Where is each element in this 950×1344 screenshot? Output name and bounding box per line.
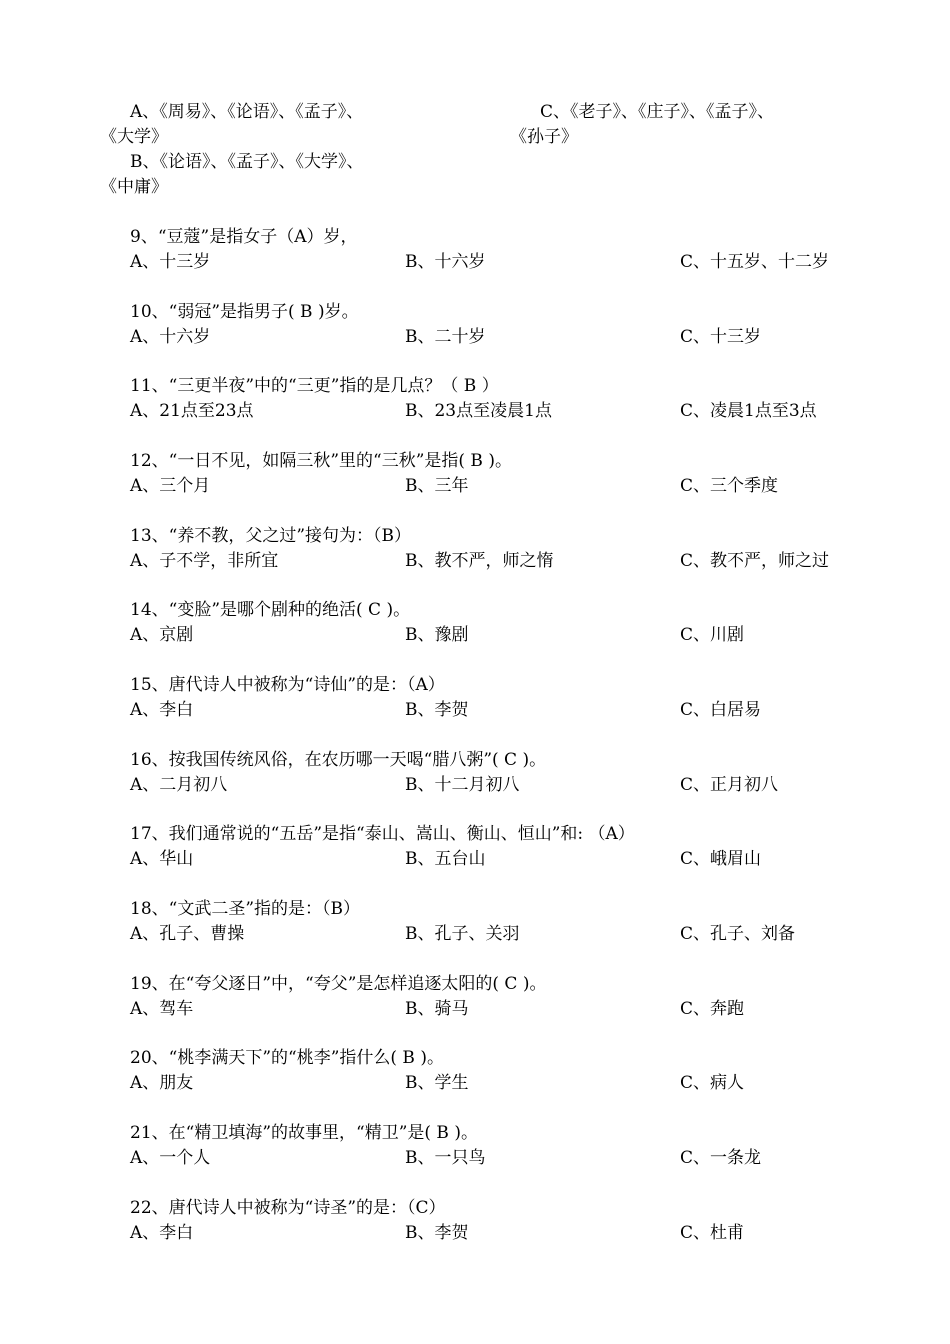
q8-option-a-line2: 《大学》 [100,127,168,147]
question-19-option-a: A、驾车 [130,999,194,1019]
question-10-option-a: A、十六岁 [130,327,211,347]
question-22-option-a: A、李白 [130,1223,194,1243]
question-15-option-c: C、白居易 [680,700,762,720]
question-12-option-c: C、三个季度 [680,476,779,496]
question-21-option-b: B、一只鸟 [405,1148,486,1168]
question-10: 10、“弱冠”是指男子( B )岁。 [130,302,359,322]
question-21-option-c: C、一条龙 [680,1148,762,1168]
question-13-option-c: C、教不严，师之过 [680,551,830,571]
question-12: 12、“一日不见，如隔三秋”里的“三秋”是指( B )。 [130,451,512,471]
question-22-option-b: B、李贺 [405,1223,469,1243]
question-21-option-a: A、一个人 [130,1148,211,1168]
question-18: 18、“文武二圣”指的是：（B） [130,899,361,919]
question-10-option-b: B、二十岁 [405,327,486,347]
question-18-option-b: B、孔子、关羽 [405,924,520,944]
question-13: 13、“养不教，父之过”接句为：（B） [130,526,412,546]
question-11: 11、“三更半夜”中的“三更”指的是几点？（ B ） [130,376,499,396]
question-17-option-c: C、峨眉山 [680,849,762,869]
question-14-option-c: C、川剧 [680,625,745,645]
question-14-option-a: A、京剧 [130,625,194,645]
question-22: 22、唐代诗人中被称为“诗圣”的是：（C） [130,1198,446,1218]
q8-option-c-line2: 《孙子》 [510,127,578,147]
question-15: 15、唐代诗人中被称为“诗仙”的是：（A） [130,675,445,695]
question-15-option-a: A、李白 [130,700,194,720]
question-16-option-b: B、十二月初八 [405,775,520,795]
q8-option-a-line1: A、《周易》、《论语》、《孟子》、 [130,102,364,122]
question-20-option-b: B、学生 [405,1073,469,1093]
question-16-option-c: C、正月初八 [680,775,779,795]
question-11-option-b: B、23点至凌晨1点 [405,401,552,421]
question-9-option-c: C、十五岁、十二岁 [680,252,830,272]
question-17-option-a: A、华山 [130,849,194,869]
question-9: 9、“豆蔻”是指女子（A）岁， [130,227,358,247]
question-14: 14、“变脸”是哪个剧种的绝活( C )。 [130,600,411,620]
question-11-option-a: A、21点至23点 [130,401,254,421]
question-9-option-a: A、十三岁 [130,252,211,272]
question-17-option-b: B、五台山 [405,849,486,869]
question-22-option-c: C、杜甫 [680,1223,745,1243]
q8-option-b-line2: 《中庸》 [100,177,168,197]
question-20-option-a: A、朋友 [130,1073,194,1093]
question-19: 19、在“夸父逐日”中，“夸父”是怎样追逐太阳的( C )。 [130,974,547,994]
question-11-option-c: C、凌晨1点至3点 [680,401,817,421]
question-20: 20、“桃李满天下”的“桃李”指什么( B )。 [130,1048,444,1068]
question-12-option-b: B、三年 [405,476,469,496]
q8-option-b-line1: B、《论语》、《孟子》、《大学》、 [130,152,364,172]
question-21: 21、在“精卫填海”的故事里，“精卫”是( B )。 [130,1123,478,1143]
question-12-option-a: A、三个月 [130,476,211,496]
question-15-option-b: B、李贺 [405,700,469,720]
q8-option-c-line1: C、《老子》、《庄子》、《孟子》、 [540,102,775,122]
question-18-option-c: C、孔子、刘备 [680,924,796,944]
question-14-option-b: B、豫剧 [405,625,469,645]
question-13-option-a: A、子不学，非所宜 [130,551,279,571]
question-18-option-a: A、孔子、曹操 [130,924,245,944]
question-16: 16、按我国传统风俗，在农历哪一天喝“腊八粥”( C )。 [130,750,547,770]
question-9-option-b: B、十六岁 [405,252,486,272]
question-16-option-a: A、二月初八 [130,775,228,795]
question-19-option-b: B、骑马 [405,999,469,1019]
question-19-option-c: C、奔跑 [680,999,745,1019]
question-13-option-b: B、教不严，师之惰 [405,551,554,571]
question-10-option-c: C、十三岁 [680,327,762,347]
question-20-option-c: C、病人 [680,1073,745,1093]
question-17: 17、我们通常说的“五岳”是指“泰山、嵩山、衡山、恒山”和: （A） [130,824,635,844]
